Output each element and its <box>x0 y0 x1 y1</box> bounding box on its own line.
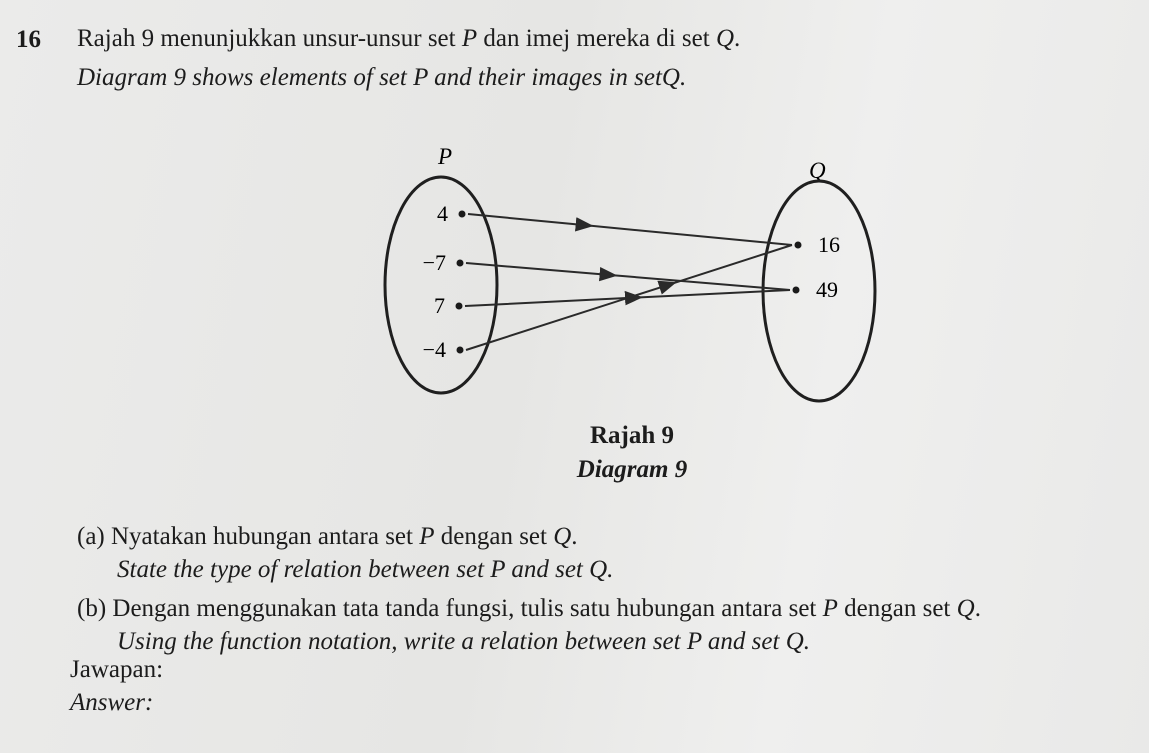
set-p-element-dot <box>459 211 466 218</box>
set-q-element-label: 49 <box>816 277 838 302</box>
answer-label-malay: Jawapan: <box>70 656 164 683</box>
set-q-element-dot <box>795 242 802 249</box>
diagram-caption-english: Diagram 9 <box>576 456 688 483</box>
set-p-element-dot <box>457 260 464 267</box>
question-stem-english: Diagram 9 shows elements of set P and their images in setQ. <box>77 64 687 91</box>
set-p-element-dot <box>456 303 463 310</box>
part-b-english: Using the function notation, write a relation between set P and set Q. <box>117 628 810 655</box>
set-p-element-dot <box>457 347 464 354</box>
part-a-english: State the type of relation between set P and set Q. <box>117 556 614 583</box>
mapping-arrow <box>466 245 792 350</box>
answer-label-english: Answer: <box>70 689 154 716</box>
set-p-element-label: 4 <box>437 201 448 226</box>
set-q-label: Q <box>809 158 826 183</box>
mapping-arrow <box>468 214 792 245</box>
question-stem-malay: Rajah 9 menunjukkan unsur-unsur set P dan imej mereka di set Q. <box>77 25 741 52</box>
set-q-elements <box>793 232 841 302</box>
set-p-element-label: −4 <box>422 337 446 362</box>
set-p-element-label: 7 <box>434 293 445 318</box>
mapping-arrows <box>465 214 792 350</box>
set-p-label: P <box>438 144 453 169</box>
mapping-arrow <box>466 263 790 290</box>
part-a-malay: (a) Nyatakan hubungan antara set P dengan set Q. <box>77 523 578 550</box>
question-number: 16 <box>16 26 41 53</box>
part-b-malay: (b) Dengan menggunakan tata tanda fungsi, tulis satu hubungan antara set P dengan set Q. <box>77 595 981 622</box>
diagram-caption-malay: Rajah 9 <box>589 422 675 449</box>
set-q-element-label: 16 <box>818 232 840 257</box>
set-p-elements <box>423 201 466 362</box>
set-q-element-dot <box>793 287 800 294</box>
set-p-element-label: −7 <box>422 250 446 275</box>
